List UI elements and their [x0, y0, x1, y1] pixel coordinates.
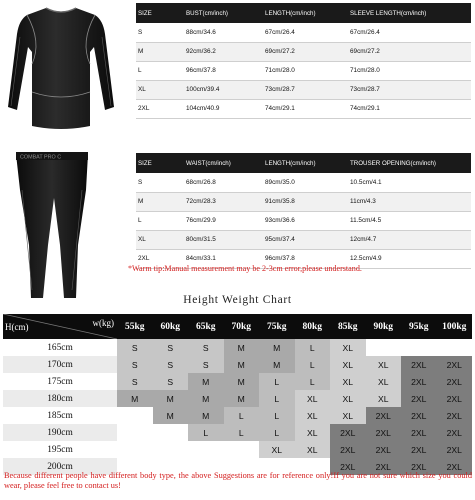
weight-header: 90kg [366, 314, 402, 339]
table-row [3, 390, 472, 407]
table-cell: 67cm/26.4 [348, 23, 471, 42]
column-header: WAIST(cm/inch) [184, 153, 263, 173]
table-cell: 69cm/27.2 [348, 42, 471, 61]
size-cell: M [188, 373, 224, 390]
size-cell [188, 441, 224, 458]
size-cell: 2XL [437, 441, 473, 458]
column-header: SIZE [136, 153, 184, 173]
size-cell: 2XL [401, 373, 437, 390]
size-cell: M [224, 373, 260, 390]
weight-header: 65kg [188, 314, 224, 339]
size-cell: L [224, 424, 260, 441]
column-header: SLEEVE LENGTH(cm/inch) [348, 3, 471, 23]
table-row [3, 339, 472, 356]
size-cell: S [117, 356, 153, 373]
table-cell: 69cm/27.2 [263, 42, 348, 61]
size-cell: 2XL [401, 424, 437, 441]
column-header: BUST(cm/inch) [184, 3, 263, 23]
size-cell: 2XL [401, 407, 437, 424]
table-header-row [136, 153, 471, 173]
weight-header: 85kg [330, 314, 366, 339]
size-cell: XL [330, 373, 366, 390]
table-cell: 84cm/33.1 [184, 249, 263, 268]
size-cell: XL [295, 407, 331, 424]
size-cell: M [117, 390, 153, 407]
table-cell: XL [136, 80, 184, 99]
size-cell: M [224, 356, 260, 373]
footer-note: Because different people have different body type, the above Suggestions are for reference only!If you are not sure which size you could wear, please feel free to contact us! [4, 471, 472, 490]
size-cell: 2XL [437, 458, 473, 475]
table-cell: 93cm/36.6 [263, 211, 348, 230]
size-cell [366, 339, 402, 356]
table-cell: 96cm/37.8 [184, 61, 263, 80]
size-cell: M [259, 339, 295, 356]
weight-header: 75kg [259, 314, 295, 339]
size-cell: XL [330, 390, 366, 407]
table-cell: S [136, 173, 184, 192]
size-cell: XL [330, 407, 366, 424]
table-cell: L [136, 61, 184, 80]
size-cell: XL [366, 373, 402, 390]
table-row [136, 192, 471, 211]
size-cell [117, 441, 153, 458]
size-cell: L [259, 373, 295, 390]
table-cell: 95cm/37.4 [263, 230, 348, 249]
table-cell: 73cm/28.7 [348, 80, 471, 99]
table-cell: 80cm/31.5 [184, 230, 263, 249]
size-cell: XL [295, 441, 331, 458]
table-row [136, 173, 471, 192]
size-cell [117, 424, 153, 441]
table-cell: 76cm/29.9 [184, 211, 263, 230]
size-cell: 2XL [366, 458, 402, 475]
height-label: 175cm [3, 373, 117, 390]
size-cell: 2XL [401, 441, 437, 458]
height-axis-label: H(cm) [5, 322, 29, 332]
size-cell: M [153, 407, 189, 424]
table-cell: 88cm/34.6 [184, 23, 263, 42]
size-cell [117, 407, 153, 424]
size-cell: S [153, 356, 189, 373]
table-cell: L [136, 211, 184, 230]
size-cell: 2XL [401, 390, 437, 407]
table-row [136, 211, 471, 230]
table-cell: XL [136, 230, 184, 249]
size-cell: L [259, 390, 295, 407]
table-header-row [136, 3, 471, 23]
size-cell: S [153, 339, 189, 356]
size-cell: M [188, 390, 224, 407]
table-cell: 92cm/36.2 [184, 42, 263, 61]
size-cell: L [295, 339, 331, 356]
table-row [3, 424, 472, 441]
size-cell: L [259, 407, 295, 424]
table-cell: 71cm/28.0 [348, 61, 471, 80]
weight-header: 95kg [401, 314, 437, 339]
weight-header: 70kg [224, 314, 260, 339]
table-row [3, 407, 472, 424]
size-cell [401, 339, 437, 356]
size-cell: M [188, 407, 224, 424]
size-cell: 2XL [437, 407, 473, 424]
size-cell: 2XL [330, 441, 366, 458]
size-cell: XL [295, 424, 331, 441]
table-cell: 72cm/28.3 [184, 192, 263, 211]
table-cell: 11cm/4.3 [348, 192, 471, 211]
size-cell: XL [366, 356, 402, 373]
size-cell: L [188, 424, 224, 441]
size-cell: XL [330, 356, 366, 373]
table-row [3, 356, 472, 373]
table-cell: 2XL [136, 249, 184, 268]
table-cell: 71cm/28.0 [263, 61, 348, 80]
corner-cell [3, 314, 117, 339]
size-cell: XL [366, 390, 402, 407]
size-cell: XL [330, 339, 366, 356]
table-cell: 67cm/26.4 [263, 23, 348, 42]
size-cell: M [224, 339, 260, 356]
column-header: SIZE [136, 3, 184, 23]
size-cell: 2XL [401, 458, 437, 475]
height-label: 195cm [3, 441, 117, 458]
weight-header: 100kg [437, 314, 473, 339]
height-label: 200cm [3, 458, 117, 475]
size-cell: S [117, 339, 153, 356]
table-cell: 68cm/26.8 [184, 173, 263, 192]
chart-body [3, 339, 472, 475]
height-label: 165cm [3, 339, 117, 356]
size-cell: 2XL [330, 458, 366, 475]
table-cell: 96cm/37.8 [263, 249, 348, 268]
height-label: 180cm [3, 390, 117, 407]
table-row [136, 230, 471, 249]
table-cell: 89cm/35.0 [263, 173, 348, 192]
size-cell: 2XL [437, 373, 473, 390]
table-cell: 11.5cm/4.5 [348, 211, 471, 230]
table-cell: M [136, 192, 184, 211]
table-cell: 12.5cm/4.9 [348, 249, 471, 268]
table-row [3, 373, 472, 390]
table-cell: 10.5cm/4.1 [348, 173, 471, 192]
table-row [3, 441, 472, 458]
table-cell: 74cm/29.1 [263, 99, 348, 118]
table-cell: 100cm/39.4 [184, 80, 263, 99]
size-cell: 2XL [366, 407, 402, 424]
table-row [136, 42, 471, 61]
size-cell [437, 339, 473, 356]
size-cell: L [259, 424, 295, 441]
weight-header-row [3, 314, 472, 339]
size-cell: L [295, 373, 331, 390]
column-header: LENGTH(cm/inch) [263, 153, 348, 173]
size-cell [153, 424, 189, 441]
table-cell: S [136, 23, 184, 42]
compression-shirt-image [2, 2, 120, 134]
table-cell: 104cm/40.9 [184, 99, 263, 118]
size-cell [153, 441, 189, 458]
table-cell: 74cm/29.1 [348, 99, 471, 118]
size-cell: 2XL [401, 356, 437, 373]
weight-header: 60kg [153, 314, 189, 339]
height-label: 170cm [3, 356, 117, 373]
size-cell: 2XL [437, 390, 473, 407]
table-cell: 12cm/4.7 [348, 230, 471, 249]
compression-pants-image [14, 150, 90, 302]
weight-header: 55kg [117, 314, 153, 339]
table-cell: M [136, 42, 184, 61]
column-header: LENGTH(cm/inch) [263, 3, 348, 23]
size-cell: L [295, 356, 331, 373]
size-cell: S [153, 373, 189, 390]
size-cell: 2XL [366, 424, 402, 441]
height-label: 190cm [3, 424, 117, 441]
size-cell: M [153, 390, 189, 407]
weight-axis-label: w(kg) [92, 318, 114, 328]
table-row [136, 80, 471, 99]
size-cell: L [224, 407, 260, 424]
waistband-text: COMBAT PRO C [20, 154, 62, 161]
table-cell: 2XL [136, 99, 184, 118]
shirt-size-table [136, 3, 471, 119]
weight-header: 80kg [295, 314, 331, 339]
size-cell: XL [295, 390, 331, 407]
size-cell: S [188, 339, 224, 356]
warm-tip-note: *Warm tip:Manual measurement may be 2-3cm error,please understand. [128, 264, 362, 273]
size-cell: M [259, 356, 295, 373]
size-cell: 2XL [437, 424, 473, 441]
size-cell [224, 441, 260, 458]
column-header: TROUSER OPENING(cm/inch) [348, 153, 471, 173]
size-cell: S [188, 356, 224, 373]
size-cell: 2XL [366, 441, 402, 458]
chart-title: Height Weight Chart [183, 294, 292, 306]
table-row [136, 23, 471, 42]
pants-size-table [136, 153, 471, 269]
size-cell: XL [259, 441, 295, 458]
height-weight-chart [3, 314, 472, 475]
height-label: 185cm [3, 407, 117, 424]
table-cell: 73cm/28.7 [263, 80, 348, 99]
size-cell: 2XL [330, 424, 366, 441]
size-cell: M [224, 390, 260, 407]
size-cell: S [117, 373, 153, 390]
table-row [136, 99, 471, 118]
size-cell: 2XL [437, 356, 473, 373]
table-row [136, 61, 471, 80]
table-cell: 91cm/35.8 [263, 192, 348, 211]
